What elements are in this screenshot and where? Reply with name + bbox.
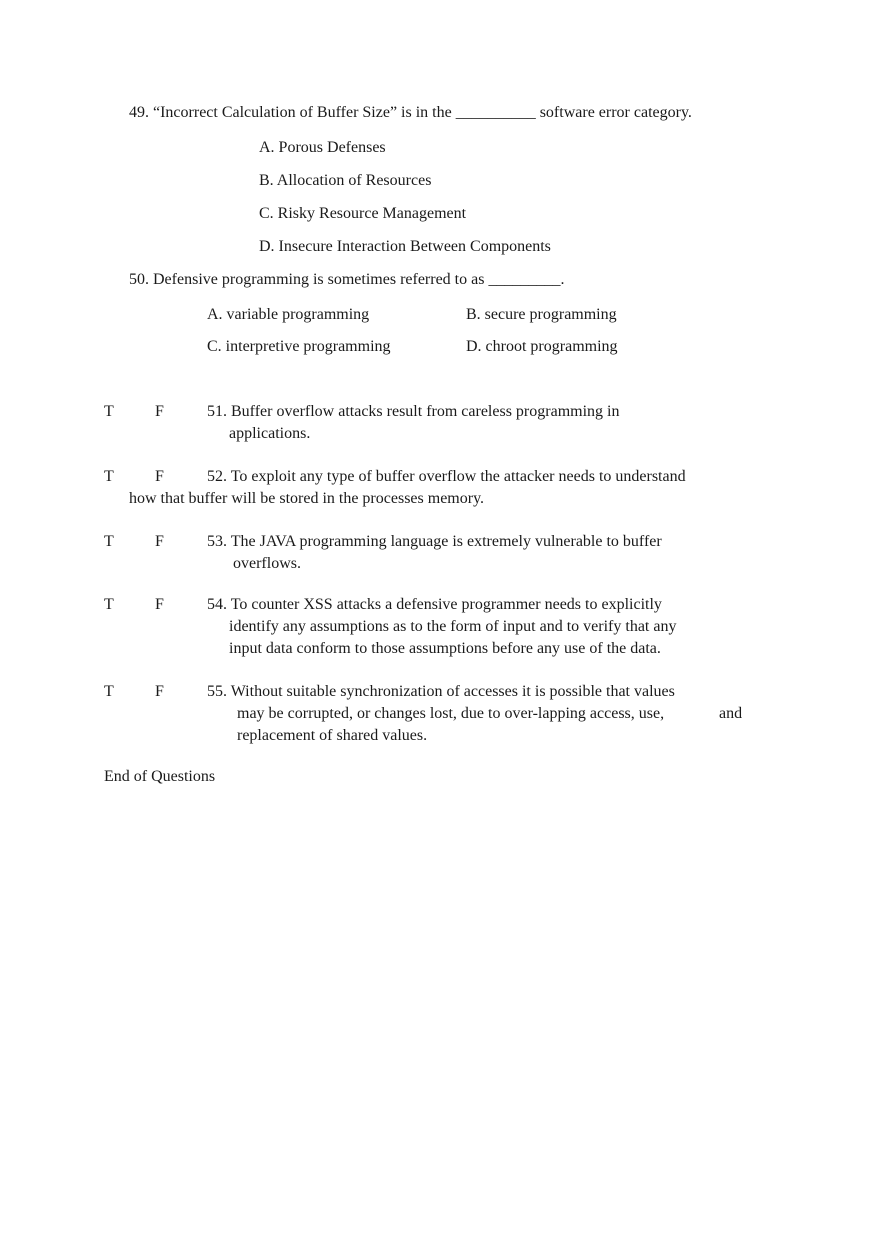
tf-54-text-line-2: identify any assumptions as to the form of input and to verify that any [229,618,677,635]
question-49-option-c: C. Risky Resource Management [259,205,467,222]
question-50-option-a: A. variable programming [207,306,370,323]
tf-55-text-line-1: 55. Without suitable synchronization of accesses it is possible that values [207,683,675,700]
tf-51-true: T [104,403,114,420]
tf-53-text-line-1: 53. The JAVA programming language is extremely vulnerable to buffer [207,533,662,550]
question-50-stem: 50. Defensive programming is sometimes referred to as _________. [129,271,565,288]
tf-54-true: T [104,596,114,613]
tf-51-false: F [155,403,164,420]
tf-52-text-line-2: how that buffer will be stored in the processes memory. [129,490,485,507]
tf-55-text-line-2-tail: and [719,705,743,722]
tf-52-text-line-1: 52. To exploit any type of buffer overflow the attacker needs to understand [207,468,686,485]
tf-54-text-line-3: input data conform to those assumptions before any use of the data. [229,640,661,657]
tf-51-text-line-1: 51. Buffer overflow attacks result from careless programming in [207,403,620,420]
question-50-option-c: C. interpretive programming [207,338,391,355]
tf-53-text-line-2: overflows. [233,555,301,572]
question-49-stem: 49. “Incorrect Calculation of Buffer Size” is in the __________ software error category. [129,104,692,121]
question-50-option-b: B. secure programming [466,306,617,323]
end-of-questions: End of Questions [104,768,216,785]
tf-54-text-line-1: 54. To counter XSS attacks a defensive programmer needs to explicitly [207,596,662,613]
tf-53-true: T [104,533,114,550]
tf-51-text-line-2: applications. [229,425,311,442]
tf-55-false: F [155,683,164,700]
tf-55-text-line-2: may be corrupted, or changes lost, due to over-lapping access, use, [237,705,665,722]
question-50-option-d: D. chroot programming [466,338,618,355]
tf-52-true: T [104,468,114,485]
tf-52-false: F [155,468,164,485]
tf-54-false: F [155,596,164,613]
tf-55-true: T [104,683,114,700]
question-49-option-a: A. Porous Defenses [259,139,386,156]
tf-53-false: F [155,533,164,550]
tf-55-text-line-3: replacement of shared values. [237,727,428,744]
question-49-option-b: B. Allocation of Resources [259,172,432,189]
question-49-option-d: D. Insecure Interaction Between Components [259,238,551,255]
